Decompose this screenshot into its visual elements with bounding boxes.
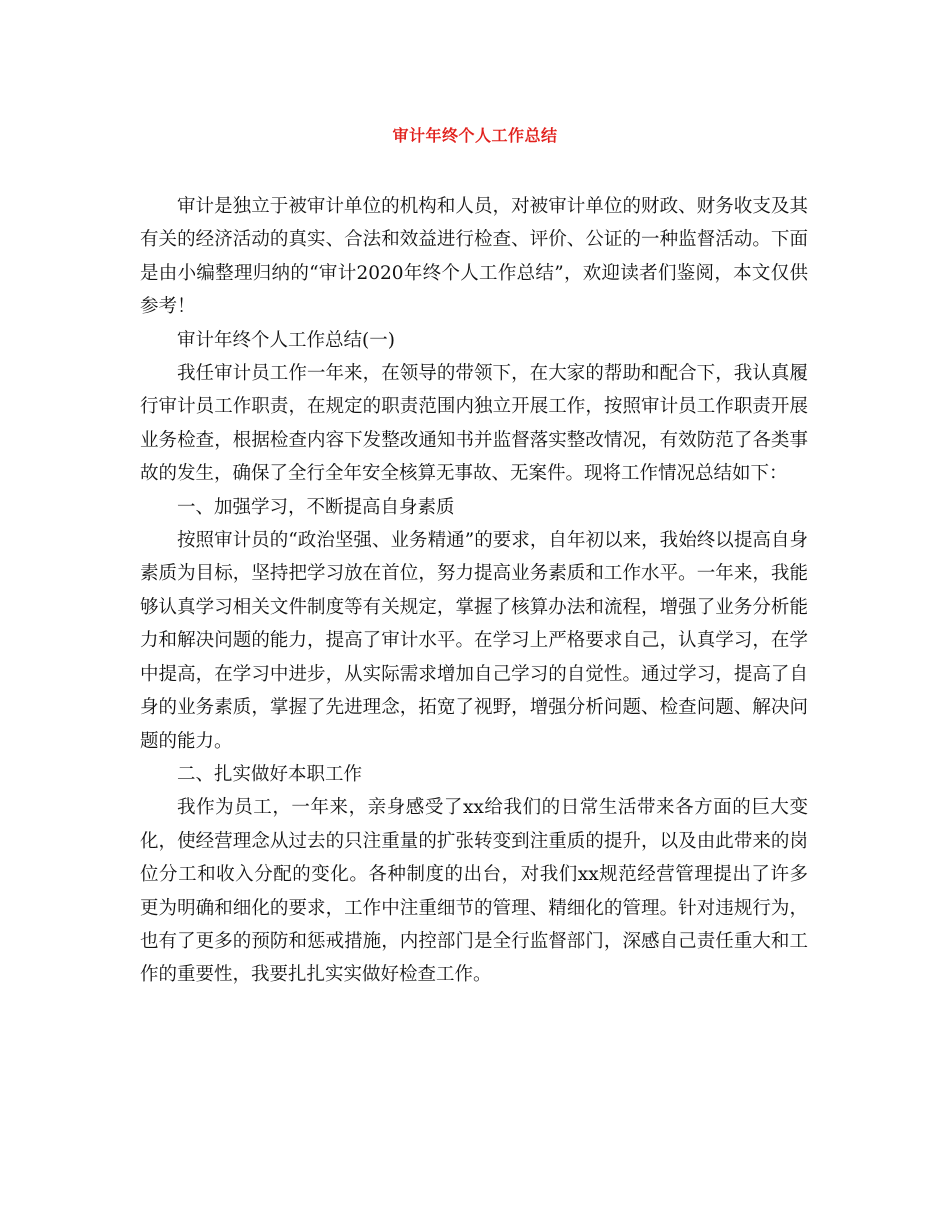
document-title: 审计年终个人工作总结 [392,126,558,145]
paragraph-study: 按照审计员的“政治坚强、业务精通”的要求，自年初以来，我始终以提高自身素质为目标，坚持把学习放在首位，努力提高业务素质和工作水平。一年来，我能够认真学习相关文件制度等有关规定，掌握了核算办法和流程，增强了业务分析能力和解决问题的能力，提高了审计水平。在学习上严格要求自己，认真学习，在学中提高，在学习中进步，从实际需求增加自己学习的自觉性。通过学习，提高了自身的业务素质，掌握了先进理念，拓宽了视野，增强分析问题、检查问题、解决问题的能力。 [140,530,808,752]
paragraph-overview: 我任审计员工作一年来，在领导的带领下，在大家的帮助和配合下，我认真履行审计员工作职责，在规定的职责范围内独立开展工作，按照审计员工作职责开展业务检查，根据检查内容下发整改通知书并监督落实整改情况，有效防范了各类事故的发生，确保了全行全年安全核算无事故、无案件。现将工作情况总结如下： [140,363,808,485]
section-heading-part-one: 审计年终个人工作总结(一) [177,329,395,351]
paragraph-intro: 审计是独立于被审计单位的机构和人员，对被审计单位的财政、财务收支及其有关的经济活动的真实、合法和效益进行检查、评价、公证的一种监督活动。下面是由小编整理归纳的“审计2020年终个人工作总结”，欢迎读者们鉴阅，本文仅供参考！ [140,196,808,318]
section-heading-study: 一、加强学习，不断提高自身素质 [177,496,455,518]
section-heading-duty: 二、扎实做好本职工作 [177,763,363,785]
document-body [140,190,808,992]
paragraph-duty: 我作为员工，一年来，亲身感受了xx给我们的日常生活带来各方面的巨大变化，使经营理念从过去的只注重量的扩张转变到注重质的提升，以及由此带来的岗位分工和收入分配的变化。各种制度的出台，对我们xx规范经营管理提出了许多更为明确和细化的要求，工作中注重细节的管理、精细化的管理。针对违规行为，也有了更多的预防和惩戒措施，内控部门是全行监督部门，深感自己责任重大和工作的重要性，我要扎扎实实做好检查工作。 [140,797,808,986]
